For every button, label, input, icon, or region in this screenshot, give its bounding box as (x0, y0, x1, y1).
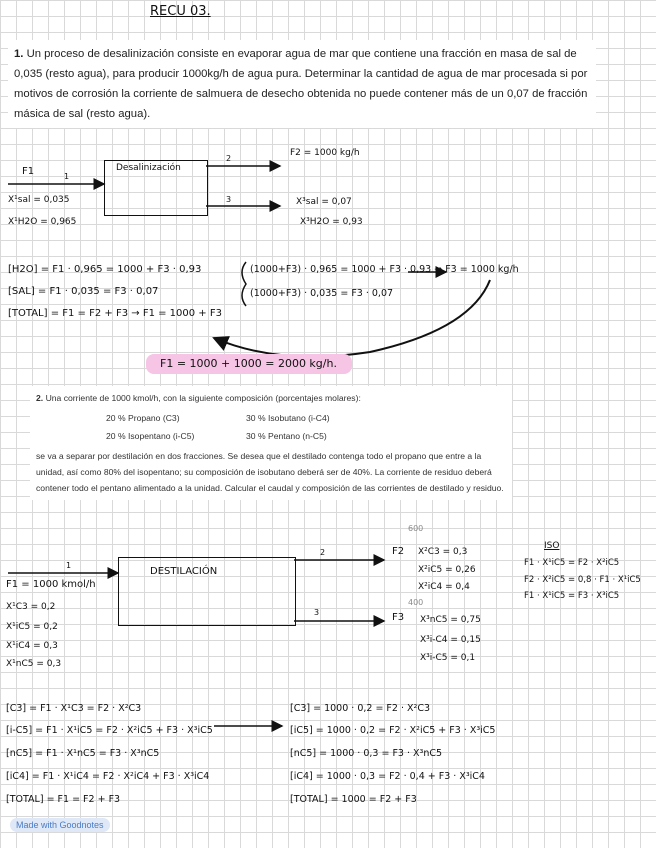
balance2-nc5-numeric: [nC5] = 1000 · 0,3 = F3 · X³nC5 (290, 748, 443, 759)
feed-salt-fraction: X¹sal = 0,035 (8, 195, 70, 205)
stream-3-water-fraction: X³H2O = 0,93 (300, 217, 363, 227)
d2-out3-ic4: X³i-C4 = 0,15 (420, 635, 481, 645)
page-title: RECU 03. (150, 4, 211, 19)
desalination-unit-label: Desalinización (116, 163, 181, 173)
stream-2-flow: F2 = 1000 kg/h (290, 148, 360, 158)
composition-table (106, 410, 506, 444)
balance2-total-numeric: [TOTAL] = 1000 = F2 + F3 (290, 794, 417, 805)
component-propane: 20 % Propano (C3) (106, 413, 180, 423)
side-note-2: F2 · X²iC5 = 0,8 · F1 · X¹iC5 (524, 575, 641, 585)
solve-line-1: (1000+F3) · 0,965 = 1000 + F3 · 0,93 → F3 = 1000 kg/h (250, 264, 519, 275)
stream-3-number: 3 (226, 195, 232, 204)
d2-feed-ic4: X¹iC4 = 0,3 (6, 641, 58, 651)
side-note-3: F1 · X¹iC5 = F3 · X³iC5 (524, 591, 620, 601)
balance2-ic5: [i-C5] = F1 · X¹iC5 = F2 · X²iC5 + F3 · X³iC5 (6, 725, 213, 736)
system-brace (242, 262, 246, 306)
d2-out2-c3: X²C3 = 0,3 (418, 547, 468, 557)
problem-1-number: 1. (14, 48, 24, 60)
d2-stream-3-number: 3 (314, 608, 320, 617)
balance2-ic4: [iC4] = F1 · X¹iC4 = F2 · X²iC4 + F3 · X³iC4 (6, 771, 210, 782)
side-note-1: F1 · X¹iC5 = F2 · X²iC5 (524, 558, 620, 568)
stream-1-number: 1 (64, 172, 70, 181)
balance-salt: [SAL] = F1 · 0,035 = F3 · 0,07 (8, 286, 159, 297)
d2-out2-ic5: X²iC5 = 0,26 (418, 565, 476, 575)
stream-3-salt-fraction: X³sal = 0,07 (296, 197, 352, 207)
d2-out3-ic5: X³i-C5 = 0,1 (420, 653, 476, 663)
component-pentane: 30 % Pentano (n-C5) (246, 431, 327, 441)
d2-feed-flow: F1 = 1000 kmol/h (6, 579, 96, 590)
d2-out2-label: F2 (392, 546, 405, 557)
d2-out3-value: 400 (408, 598, 424, 607)
problem-1-text: Un proceso de desalinización consiste en evaporar agua de mar que contiene una fracción en masa de sal de 0,035 (resto agua), para producir 1000kg/h de agua pura. Determinar la cantidad de agua de mar procesada si por motivos de corrosión la corriente de salmuera de desecho obtenida no puede contener más de un 0,07 de fracción másica de sal (resto agua). (14, 48, 588, 120)
d2-feed-c3: X¹C3 = 0,2 (6, 602, 56, 612)
balance2-nc5: [nC5] = F1 · X¹nC5 = F3 · X³nC5 (6, 748, 160, 759)
d2-out3-label: F3 (392, 612, 405, 623)
result-1: F1 = 1000 + 1000 = 2000 kg/h. (160, 357, 337, 370)
d2-stream-2-number: 2 (320, 548, 326, 557)
balance2-c3-numeric: [C3] = 1000 · 0,2 = F2 · X²C3 (290, 703, 430, 714)
goodnotes-badge: Made with Goodnotes (10, 818, 110, 832)
balance-total: [TOTAL] = F1 = F2 + F3 → F1 = 1000 + F3 (8, 308, 222, 319)
balance-water: [H2O] = F1 · 0,965 = 1000 + F3 · 0,93 (8, 264, 202, 275)
stream-2-number: 2 (226, 154, 232, 163)
problem-2-number: 2. (36, 393, 44, 403)
distillation-unit-label: DESTILACIÓN (150, 566, 218, 577)
problem-2-text: se va a separar por destilación en dos fracciones. Se desea que el destilado contenga todo el propano que entre a la unidad, así como 80% del isopentano; su composición de isobutano deberá ser de 40%. La corriente de residuo deberá contener todo el pentano alimentado a la unidad. Calcular el caudal y composición de las corrientes de destilado y residuo. (36, 451, 504, 493)
problem-2-intro: Una corriente de 1000 kmol/h, con la siguiente composición (porcentajes molares): (45, 393, 361, 403)
problem-2-statement (30, 386, 512, 500)
d2-feed-nc5: X¹nC5 = 0,3 (6, 659, 62, 669)
balance2-total: [TOTAL] = F1 = F2 + F3 (6, 794, 121, 805)
solve-line-2: (1000+F3) · 0,035 = F3 · 0,07 (250, 288, 394, 299)
stream-1-label: F1 (22, 166, 35, 177)
balance2-c3: [C3] = F1 · X¹C3 = F2 · X²C3 (6, 703, 142, 714)
balance2-ic5-numeric: [iC5] = 1000 · 0,2 = F2 · X²iC5 + F3 · X³iC5 (290, 725, 496, 736)
component-isopentane: 20 % Isopentano (i-C5) (106, 431, 195, 441)
d2-out3-nc5: X³nC5 = 0,75 (420, 615, 481, 625)
d2-out2-ic4: X²iC4 = 0,4 (418, 582, 470, 592)
balance2-ic4-numeric: [iC4] = 1000 · 0,3 = F2 · 0,4 + F3 · X³iC4 (290, 771, 485, 782)
feed-water-fraction: X¹H2O = 0,965 (8, 217, 77, 227)
d2-stream-1-number: 1 (66, 561, 72, 570)
side-notes-title: ISO (544, 541, 560, 551)
component-isobutane: 30 % Isobutano (i-C4) (246, 413, 330, 423)
d2-feed-ic5: X¹iC5 = 0,2 (6, 622, 58, 632)
d2-out2-value: 600 (408, 524, 424, 533)
